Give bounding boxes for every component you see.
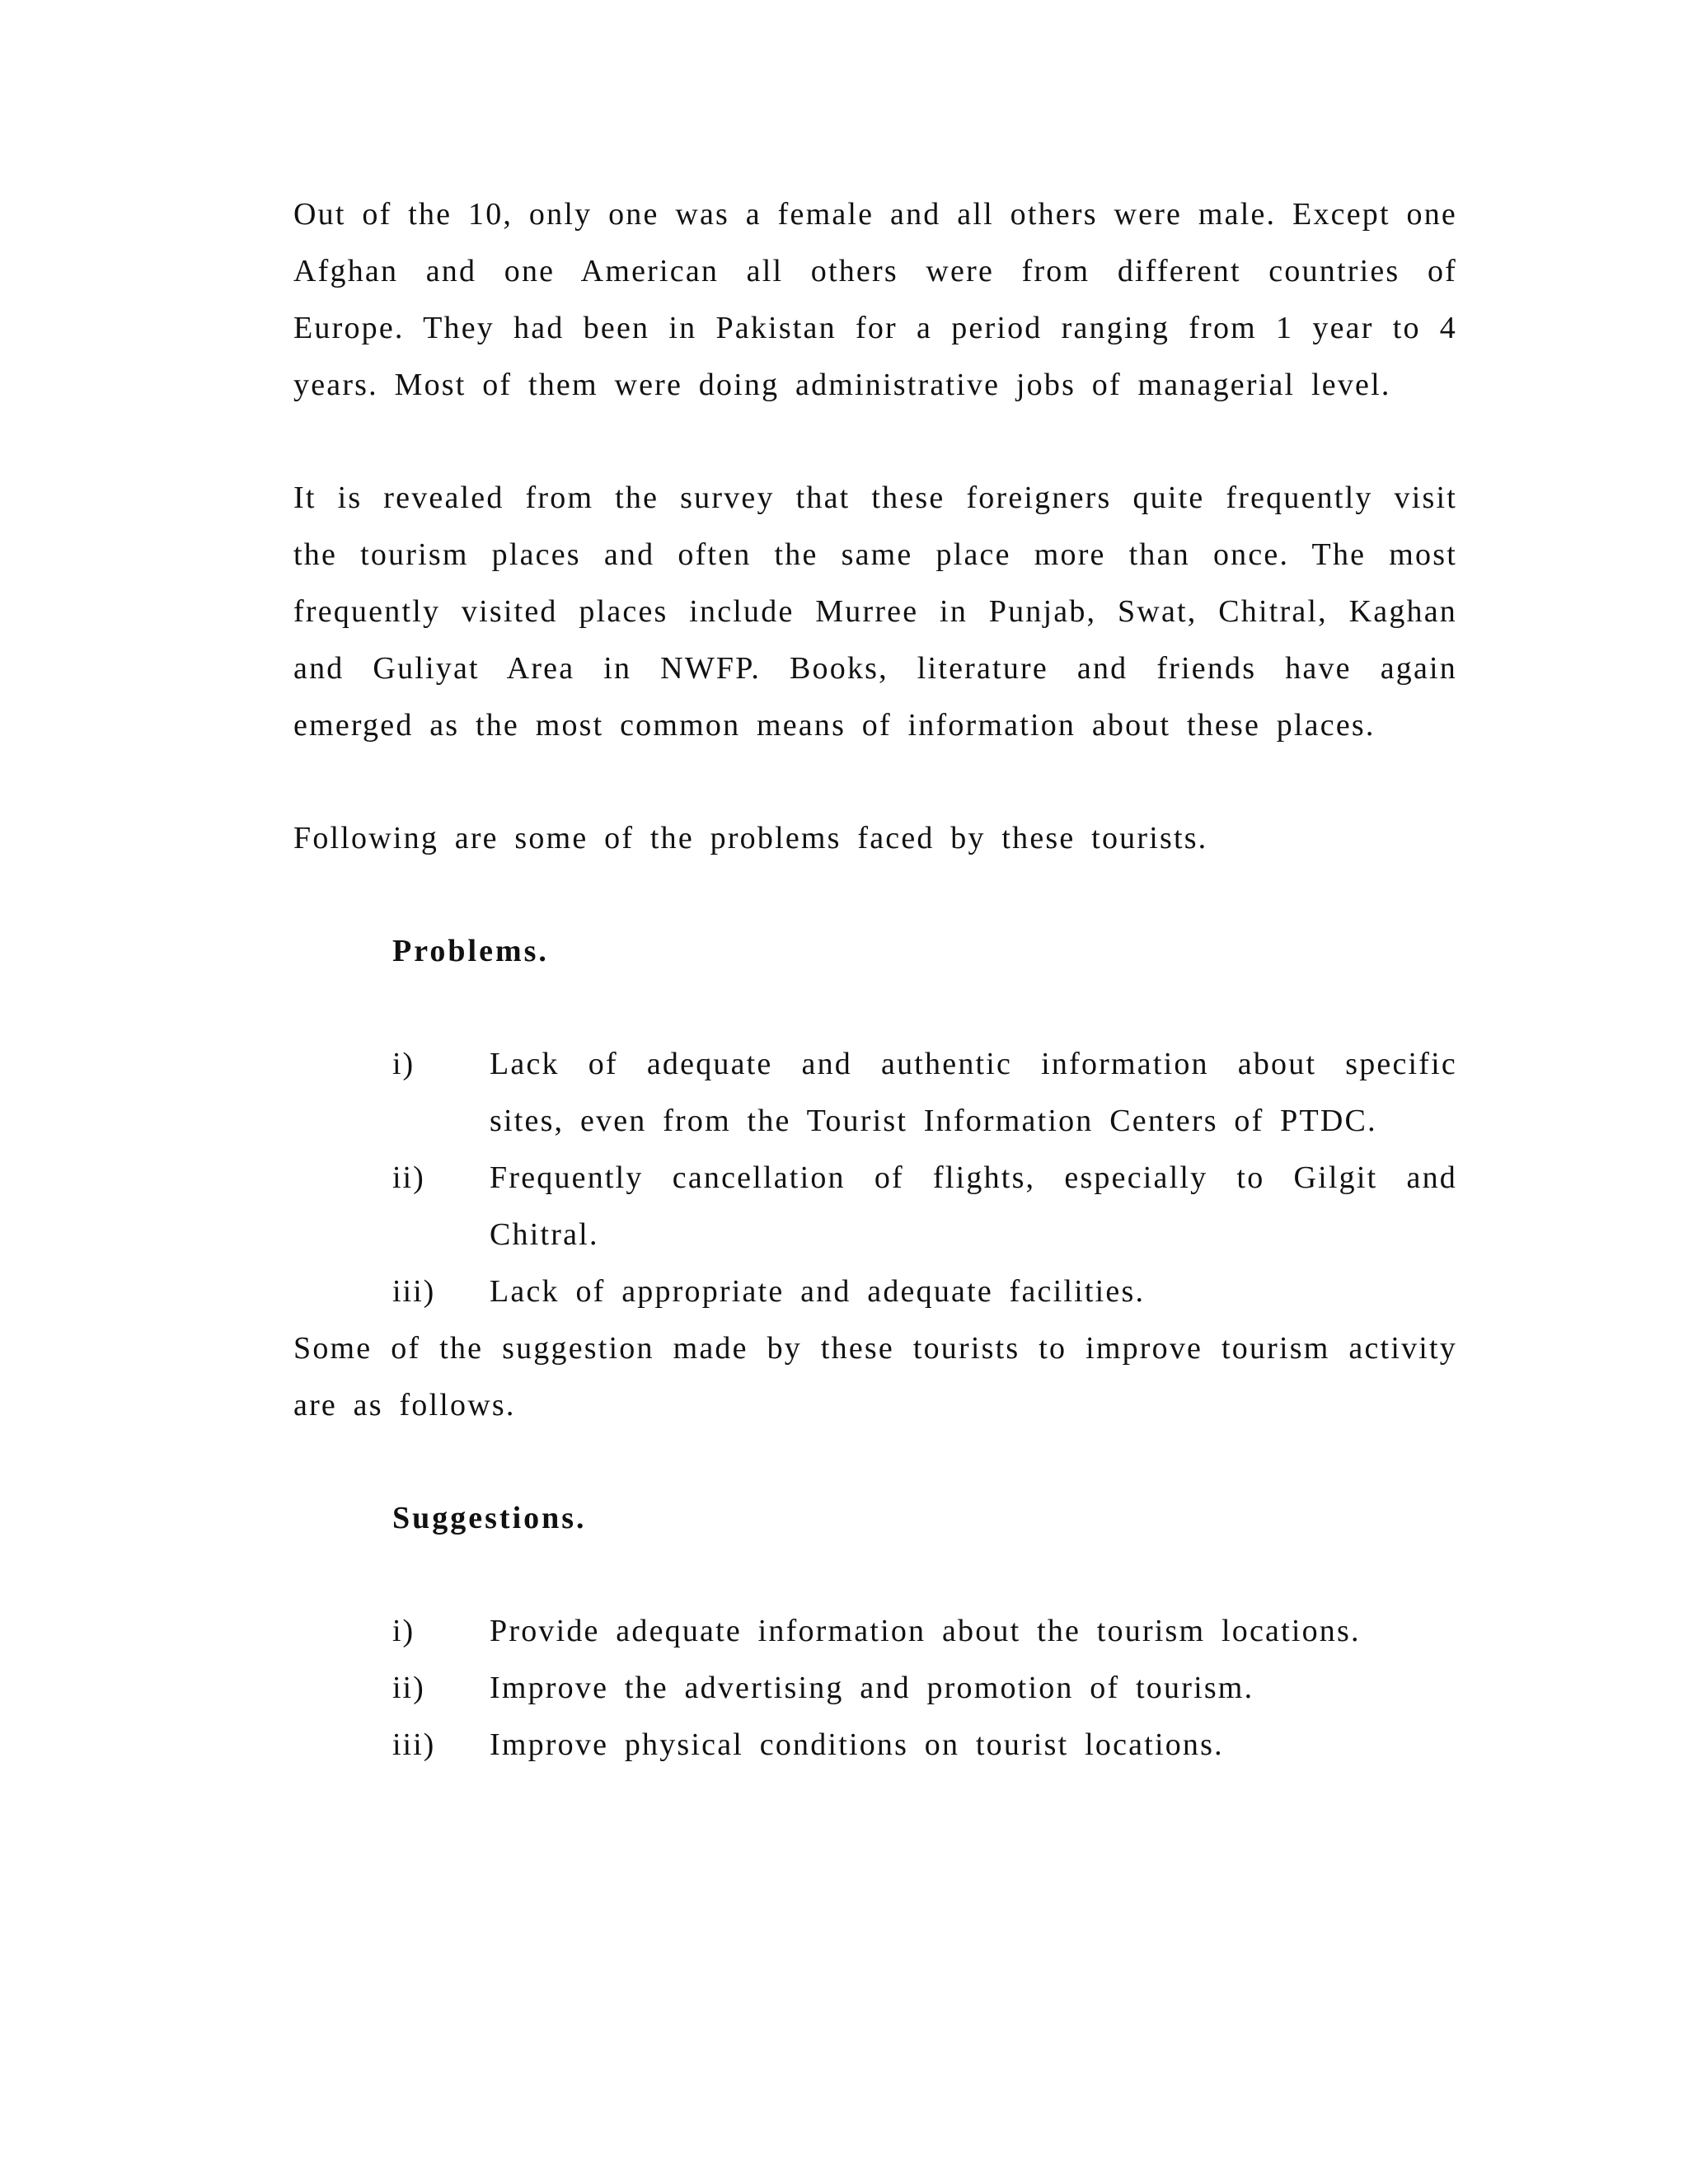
paragraph-respondents: Out of the 10, only one was a female and all others were male. Except one Afghan and one American all others were from different countries of Europe. They had been in Pakistan for a period ranging from 1 year to 4 years. Most of them were doing administrative jobs of managerial level. (293, 197, 1457, 402)
list-marker: ii) (392, 1160, 425, 1195)
suggestions-list (293, 1603, 1457, 1774)
list-item-text: Lack of adequate and authentic information about specific sites, even from the Tourist Information Centers of PTDC. (490, 1047, 1457, 1138)
list-item-text: Lack of appropriate and adequate facilities. (490, 1274, 1146, 1309)
document-page (293, 186, 1457, 1774)
paragraph-spacer (293, 1434, 1457, 1490)
problems-list (293, 1036, 1457, 1320)
list-item-text: Improve the advertising and promotion of tourism. (490, 1671, 1254, 1705)
list-marker: iii) (392, 1727, 436, 1762)
paragraph-suggestions-intro: Some of the suggestion made by these tourists to improve tourism activity are as follows. (293, 1331, 1457, 1422)
list-marker: ii) (392, 1671, 425, 1705)
list-item (392, 1036, 1457, 1150)
paragraph-spacer (293, 867, 1457, 923)
list-item (392, 1660, 1457, 1717)
paragraph-spacer (293, 980, 1457, 1036)
list-item-text: Improve physical conditions on tourist locations. (490, 1727, 1224, 1762)
list-marker: i) (392, 1047, 415, 1081)
list-marker: i) (392, 1614, 415, 1648)
suggestions-heading: Suggestions. (392, 1501, 587, 1535)
list-item (392, 1603, 1457, 1660)
list-item (392, 1150, 1457, 1263)
list-item-text: Provide adequate information about the tourism locations. (490, 1614, 1361, 1648)
list-marker: iii) (392, 1274, 436, 1309)
paragraph-spacer (293, 414, 1457, 470)
paragraph-problems-intro: Following are some of the problems faced by these tourists. (293, 821, 1208, 855)
paragraph-spacer (293, 1547, 1457, 1603)
list-item-text: Frequently cancellation of flights, especially to Gilgit and Chitral. (490, 1160, 1457, 1252)
paragraph-spacer (293, 754, 1457, 810)
paragraph-survey-findings: It is revealed from the survey that these foreigners quite frequently visit the tourism places and often the same place more than once. The most frequently visited places include Murree in Punjab, Swat, Chitral, Kaghan and Guliyat Area in NWFP. Books, literature and friends have again emerged as the most common means of information about these places. (293, 480, 1457, 743)
list-item (392, 1717, 1457, 1774)
list-item (392, 1263, 1457, 1320)
problems-heading: Problems. (392, 934, 549, 968)
